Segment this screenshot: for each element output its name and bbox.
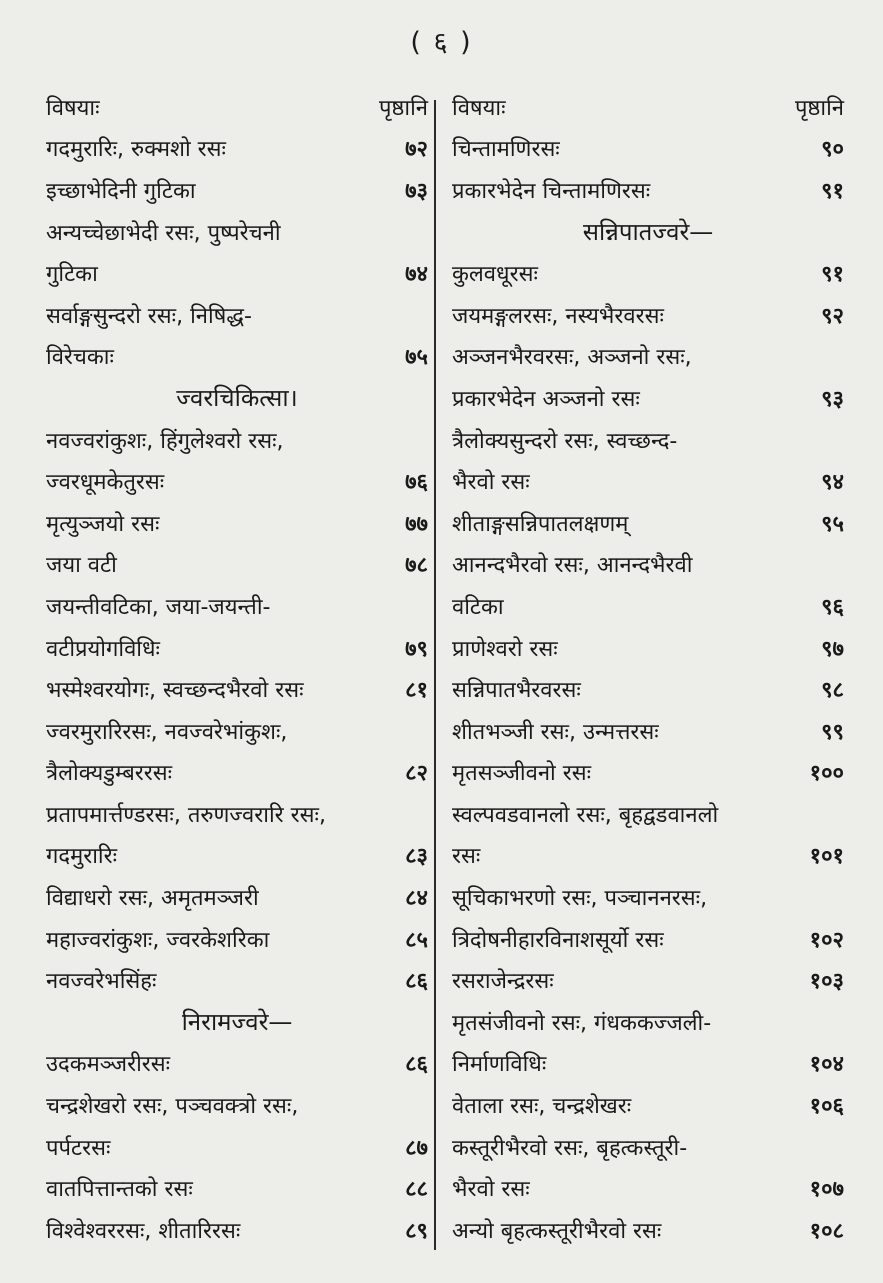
entry-title: विद्याधरो रसः, अमृतमञ्जरी bbox=[46, 886, 259, 912]
entry-page-number: ८३ bbox=[405, 844, 428, 870]
entry-title: मृतसंजीवनो रसः, गंधककज्जली- bbox=[452, 1010, 712, 1036]
index-entry bbox=[452, 377, 844, 419]
index-entry bbox=[46, 627, 428, 669]
entry-title: चन्द्रशेखरो रसः, पञ्चवक्त्रो रसः, bbox=[46, 1094, 299, 1120]
entry-title: स्वल्पवडवानलो रसः, बृहद्वडवानलो bbox=[452, 802, 719, 828]
index-entry bbox=[46, 211, 428, 253]
index-entry bbox=[46, 169, 428, 211]
entry-page-number: १०२ bbox=[809, 927, 844, 953]
entry-page-number: ९२ bbox=[821, 303, 844, 329]
entry-title: जयन्तीवटिका, जया-जयन्ती- bbox=[46, 594, 271, 620]
entry-title: निर्माणविधिः bbox=[452, 1052, 547, 1078]
index-entry bbox=[452, 918, 844, 960]
right-column bbox=[452, 86, 844, 1251]
index-entry bbox=[46, 793, 428, 835]
entry-title: महाज्वरांकुशः, ज्वरकेशरिका bbox=[46, 927, 270, 953]
entry-title: ज्वरधूमकेतुरसः bbox=[46, 470, 165, 496]
index-entry bbox=[46, 835, 428, 877]
entry-title: कस्तूरीभैरवो रसः, बृहत्कस्तूरी- bbox=[452, 1135, 688, 1161]
index-entry bbox=[46, 1126, 428, 1168]
entry-page-number: ९१ bbox=[821, 178, 844, 204]
index-entry bbox=[46, 918, 428, 960]
entry-page-number: ९७ bbox=[821, 636, 844, 662]
entry-page-number: १०१ bbox=[809, 844, 844, 870]
index-entry bbox=[46, 710, 428, 752]
section-heading-text: ज्वरचिकित्सा। bbox=[176, 384, 298, 413]
entry-title: प्राणेश्वरो रसः bbox=[452, 636, 558, 662]
entry-page-number: ७४ bbox=[405, 262, 428, 288]
column-header bbox=[46, 86, 428, 128]
entry-title: रसः bbox=[452, 844, 481, 870]
entry-title: सूचिकाभरणो रसः, पञ्चाननरसः, bbox=[452, 886, 708, 912]
entry-title: उदकमञ्जरीरसः bbox=[46, 1052, 171, 1078]
entry-page-number: १०७ bbox=[809, 1177, 844, 1203]
index-entry bbox=[452, 959, 844, 1001]
entry-page-number: ८६ bbox=[405, 1052, 428, 1078]
index-entry bbox=[46, 668, 428, 710]
entry-page-number: ८५ bbox=[405, 927, 428, 953]
entry-page-number: १०८ bbox=[809, 1218, 844, 1244]
entry-title: वातपित्तान्तको रसः bbox=[46, 1177, 193, 1203]
subject-header: विषयाः bbox=[452, 95, 506, 121]
entry-page-number: १०० bbox=[809, 761, 844, 787]
entry-page-number: १०३ bbox=[809, 969, 844, 995]
entry-title: इच्छाभेदिनी गुटिका bbox=[46, 178, 196, 204]
index-entry bbox=[452, 710, 844, 752]
entry-title: भैरवो रसः bbox=[452, 470, 530, 496]
entry-title: शीताङ्गसन्निपातलक्षणम् bbox=[452, 511, 629, 537]
entry-title: ज्वरमुरारिरसः, नवज्वरेभांकुशः, bbox=[46, 719, 288, 745]
section-heading-text: सन्निपातज्वरे— bbox=[582, 218, 714, 247]
entry-title: विरेचकाः bbox=[46, 345, 114, 371]
pages-header: पृष्ठानि bbox=[794, 95, 844, 121]
entry-page-number: ७९ bbox=[405, 636, 428, 662]
index-entry bbox=[452, 128, 844, 170]
index-entry bbox=[46, 336, 428, 378]
index-entry bbox=[452, 1167, 844, 1209]
entry-title: मृतसञ्जीवनो रसः bbox=[452, 761, 592, 787]
entry-title: आनन्दभैरवो रसः, आनन्दभैरवी bbox=[452, 553, 693, 579]
entry-page-number: ७७ bbox=[405, 511, 428, 537]
section-heading bbox=[46, 377, 428, 419]
entry-page-number: ७३ bbox=[405, 178, 428, 204]
entry-title: गदमुरारिः, रुक्मशो रसः bbox=[46, 137, 226, 163]
index-entry bbox=[452, 627, 844, 669]
section-heading bbox=[46, 1001, 428, 1043]
index-entry bbox=[46, 419, 428, 461]
entry-title: अन्यच्चेछाभेदी रसः, पुष्परेचनी bbox=[46, 220, 281, 246]
index-entry bbox=[46, 1084, 428, 1126]
entry-page-number: ७५ bbox=[405, 345, 428, 371]
page-number: ( ६ ) bbox=[410, 27, 473, 58]
entry-title: कुलवधूरसः bbox=[452, 262, 538, 288]
index-entry bbox=[452, 1209, 844, 1251]
index-entry bbox=[452, 835, 844, 877]
entry-title: त्रैलोक्यडुम्बररसः bbox=[46, 761, 173, 787]
index-entry bbox=[452, 1001, 844, 1043]
entry-page-number: ९८ bbox=[821, 678, 844, 704]
index-entry bbox=[452, 294, 844, 336]
section-heading bbox=[452, 211, 844, 253]
entry-page-number: ९१ bbox=[821, 262, 844, 288]
entry-title: अन्यो बृहत्कस्तूरीभैरवो रसः bbox=[452, 1218, 662, 1244]
entry-title: अञ्जनभैरवरसः, अञ्जनो रसः, bbox=[452, 345, 692, 371]
entry-page-number: ८१ bbox=[405, 678, 428, 704]
index-entry bbox=[452, 1043, 844, 1085]
index-entry bbox=[452, 1126, 844, 1168]
entry-page-number: ८६ bbox=[405, 969, 428, 995]
index-entry bbox=[46, 128, 428, 170]
index-entry bbox=[452, 544, 844, 586]
index-entry bbox=[452, 460, 844, 502]
entry-page-number: ९० bbox=[821, 137, 844, 163]
index-entry bbox=[452, 419, 844, 461]
entry-page-number: १०६ bbox=[809, 1094, 844, 1120]
column-divider bbox=[434, 100, 436, 1250]
entry-page-number: ९६ bbox=[821, 594, 844, 620]
column-header bbox=[452, 86, 844, 128]
index-entry bbox=[46, 460, 428, 502]
index-entry bbox=[452, 502, 844, 544]
section-heading-text: निरामज्वरे— bbox=[181, 1008, 293, 1037]
entry-title: जयमङ्गलरसः, नस्यभैरवरसः bbox=[452, 303, 664, 329]
index-entry bbox=[452, 668, 844, 710]
entry-page-number: ९५ bbox=[821, 511, 844, 537]
entry-title: शीतभञ्जी रसः, उन्मत्तरसः bbox=[452, 719, 659, 745]
entry-title: त्रैलोक्यसुन्दरो रसः, स्वच्छन्द- bbox=[452, 428, 678, 454]
entry-page-number: ८४ bbox=[405, 886, 428, 912]
entry-page-number: ८८ bbox=[405, 1177, 428, 1203]
entry-title: त्रिदोषनीहारविनाशसूर्यो रसः bbox=[452, 927, 664, 953]
index-entry bbox=[452, 876, 844, 918]
entry-page-number: ९९ bbox=[821, 719, 844, 745]
entry-title: गदमुरारिः bbox=[46, 844, 118, 870]
entry-title: मृत्युञ्जयो रसः bbox=[46, 511, 160, 537]
entry-title: नवज्वरांकुशः, हिंगुलेश्वरो रसः, bbox=[46, 428, 284, 454]
entry-page-number: ८९ bbox=[405, 1218, 428, 1244]
index-entry bbox=[46, 252, 428, 294]
index-entry bbox=[46, 1167, 428, 1209]
index-entry bbox=[46, 502, 428, 544]
entry-title: भैरवो रसः bbox=[452, 1177, 530, 1203]
entry-title: प्रकारभेदेन चिन्तामणिरसः bbox=[452, 178, 651, 204]
entry-title: नवज्वरेभसिंहः bbox=[46, 969, 157, 995]
entry-title: सन्निपातभैरवरसः bbox=[452, 678, 581, 704]
index-entry bbox=[452, 336, 844, 378]
entry-title: वेताला रसः, चन्द्रशेखरः bbox=[452, 1094, 632, 1120]
index-entry bbox=[452, 1084, 844, 1126]
entry-page-number: ८२ bbox=[405, 761, 428, 787]
entry-title: प्रतापमार्त्तण्डरसः, तरुणज्वरारि रसः, bbox=[46, 802, 326, 828]
entry-title: वटीप्रयोगविधिः bbox=[46, 636, 160, 662]
index-entry bbox=[452, 793, 844, 835]
index-entry bbox=[46, 294, 428, 336]
entry-page-number: ७२ bbox=[405, 137, 428, 163]
entry-title: वटिका bbox=[452, 594, 504, 620]
entry-page-number: १०४ bbox=[809, 1052, 844, 1078]
entry-page-number: ८७ bbox=[405, 1135, 428, 1161]
index-entry bbox=[46, 1043, 428, 1085]
entry-title: विश्वेश्वररसः, शीतारिरसः bbox=[46, 1218, 241, 1244]
entry-title: गुटिका bbox=[46, 262, 98, 288]
entry-page-number: ७८ bbox=[405, 553, 428, 579]
index-entry bbox=[46, 876, 428, 918]
entry-title: पर्पटरसः bbox=[46, 1135, 111, 1161]
entry-title: रसराजेन्द्ररसः bbox=[452, 969, 554, 995]
index-entry bbox=[452, 752, 844, 794]
entry-page-number: ९४ bbox=[821, 470, 844, 496]
entry-title: जया वटी bbox=[46, 553, 117, 579]
index-entry bbox=[46, 585, 428, 627]
entry-title: भस्मेश्वरयोगः, स्वच्छन्दभैरवो रसः bbox=[46, 678, 304, 704]
index-entry bbox=[46, 1209, 428, 1251]
pages-header: पृष्ठानि bbox=[378, 95, 428, 121]
entry-title: चिन्तामणिरसः bbox=[452, 137, 560, 163]
entry-page-number: ७६ bbox=[405, 470, 428, 496]
entry-page-number: ९३ bbox=[821, 386, 844, 412]
index-entry bbox=[452, 169, 844, 211]
index-entry bbox=[46, 752, 428, 794]
index-entry bbox=[46, 959, 428, 1001]
entry-title: सर्वाङ्गसुन्दरो रसः, निषिद्ध- bbox=[46, 303, 252, 329]
entry-title: प्रकारभेदेन अञ्जनो रसः bbox=[452, 386, 640, 412]
left-column bbox=[46, 86, 428, 1251]
subject-header: विषयाः bbox=[46, 95, 100, 121]
index-entry bbox=[452, 252, 844, 294]
index-entry bbox=[452, 585, 844, 627]
index-entry bbox=[46, 544, 428, 586]
